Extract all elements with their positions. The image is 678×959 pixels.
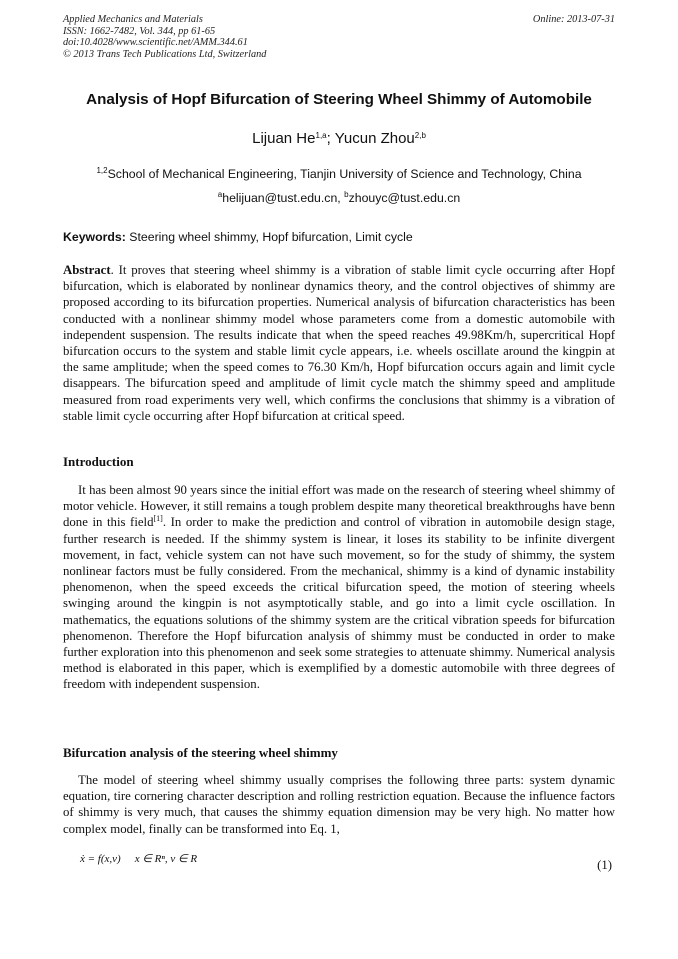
bifurcation-heading: Bifurcation analysis of the steering wheel shimmy xyxy=(63,745,338,760)
equation-lhs: ẋ = f(x,v) xyxy=(80,853,121,865)
journal-issn: ISSN: 1662-7482, Vol. 344, pp 61-65 xyxy=(63,25,216,37)
affiliation-text: School of Mechanical Engineering, Tianjin University of Science and Technology, China xyxy=(107,167,582,181)
keywords-text: Steering wheel shimmy, Hopf bifurcation, Limit cycle xyxy=(125,230,413,244)
emails-line xyxy=(40,190,638,206)
introduction-paragraph xyxy=(63,482,615,693)
abstract-text: . It proves that steering wheel shimmy is a vibration of stable limit cycle occurring after Hopf bifurcation, which is elaborated by nonlinear dynamics theory, and the control objectives of shimmy are proposed according to its bifurcation properties. Numerical analysis of bifurcation characteristics has been conducted with a nonlinear shimmy model whose parameters come from a domestic automobile with independent suspension. The results indicate that when the speed reaches 49.98Km/h, supercritical Hopf bifurcation occurs to the system and stable limit cycle appears, i.e. wheels oscillate around the kingpin at the same amplitude; when the speed comes to 76.30 Km/h, Hopf bifurcation occurs again and limit cycle disappears. The bifurcation speed and amplitude of limit cycle match the shimmy speed and amplitude measured from road experiments very well, which confirms the conclusions that shimmy is a vibration of stable limit cycle occurring after Hopf bifurcation at critical speed. xyxy=(63,263,615,423)
bifurcation-paragraph: The model of steering wheel shimmy usually comprises the following three parts: system dynamic equation, tire cornering character description and rolling restriction equation. Because the influence factors of shimmy is very much, that causes the shimmy equation dimension may be very high. No matter how complex model, finally can be transformed into Eq. 1, xyxy=(63,773,615,836)
intro-text-2: . In order to make the prediction and control of vibration in automobile design stage, further research is needed. If the shimmy system is linear, it loses its stability to be infinite divergent movement, in fact, vehicle system can not have such movement, so for the study of shimmy, the system nonlinear factors must be fully considered. From the mechanical, shimmy is a kind of dynamic instability phenomenon, when the speed exceeds the critical bifurcation speed, the motion of steering wheels swinging around the kingpin is not asymptotically stable, and go into a limit cycle oscillation. In mathematics, the equations solutions of the shimmy system are the critical vibration speeds for bifurcation phenomenon. Therefore the Hopf bifurcation analysis of shimmy must be conducted in order to make further exploration into this phenomenon and seek some strategies to attenuate shimmy. Numerical analysis method is elaborated in this paper, which is exemplified by a domestic automobile with three degrees of freedom with independent suspension. xyxy=(63,515,615,692)
author-2: Yucun Zhou xyxy=(334,130,415,147)
paper-title: Analysis of Hopf Bifurcation of Steering Wheel Shimmy of Automobile xyxy=(86,91,592,108)
equation-rhs: x ∈ Rⁿ, v ∈ R xyxy=(134,853,198,865)
journal-header xyxy=(63,14,615,60)
online-date: Online: 2013-07-31 xyxy=(532,14,615,25)
author-2-affil: 2,b xyxy=(414,131,426,140)
affiliation-sup: 1,2 xyxy=(96,166,108,175)
authors-line xyxy=(40,130,638,148)
author-1: Lijuan He xyxy=(252,130,316,147)
keywords xyxy=(63,229,615,245)
email-b-sup: b xyxy=(344,190,349,199)
intro-text-1: It has been almost 90 years since the initial effort was made on the research of steering wheel shimmy of motor vehicle. However, it still remains a tough problem despite many theoretical breakthroughs have benn done in this field xyxy=(63,483,615,530)
email-b: zhouyc@tust.edu.cn xyxy=(348,191,461,205)
affiliation xyxy=(40,166,638,182)
equation-number: (1) xyxy=(597,858,612,872)
email-separator: , xyxy=(337,191,345,205)
keywords-label: Keywords: xyxy=(63,230,126,244)
journal-copyright: © 2013 Trans Tech Publications Ltd, Switzerland xyxy=(63,48,267,60)
author-separator: ; xyxy=(326,130,335,147)
introduction-heading: Introduction xyxy=(63,454,134,469)
citation-1: [1] xyxy=(153,514,163,524)
journal-doi: doi:10.4028/www.scientific.net/AMM.344.61 xyxy=(63,37,248,49)
author-1-affil: 1,a xyxy=(315,131,327,140)
abstract xyxy=(63,262,615,424)
email-a: helijuan@tust.edu.cn xyxy=(222,191,338,205)
email-a-sup: a xyxy=(217,190,223,199)
abstract-label: Abstract xyxy=(63,263,111,277)
journal-name: Applied Mechanics and Materials xyxy=(63,14,203,25)
equation-1 xyxy=(80,852,197,866)
